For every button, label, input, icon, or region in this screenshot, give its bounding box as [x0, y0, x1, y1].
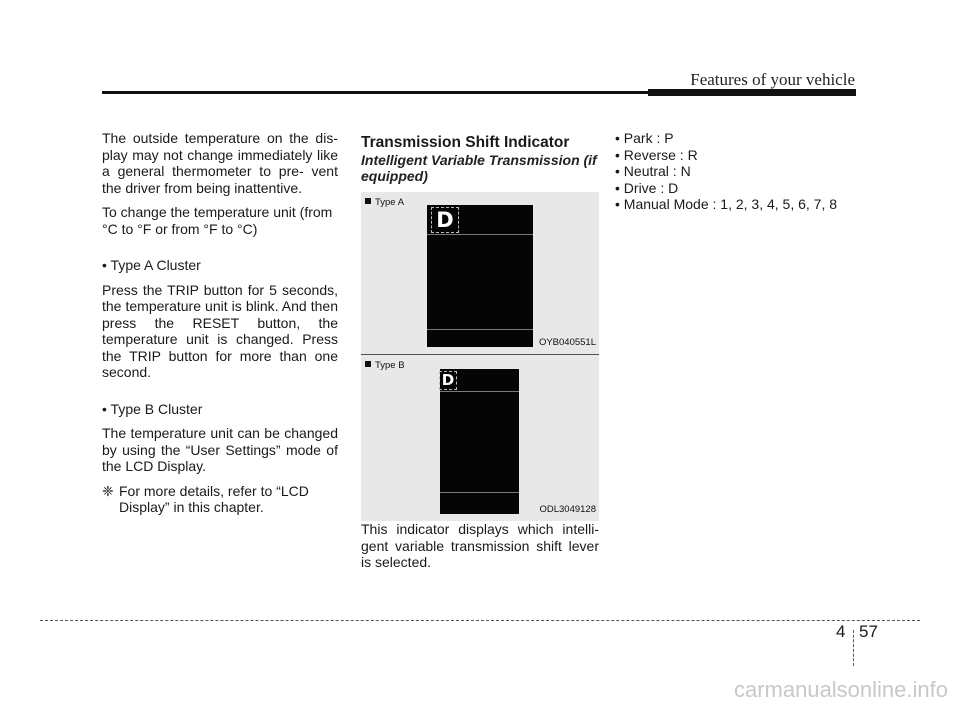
note-symbol: ❈	[102, 482, 114, 499]
display-divider	[440, 492, 519, 493]
figure-b-label	[365, 358, 405, 375]
note-text: For more details, refer to “LCD Display” in this chapter.	[119, 482, 309, 515]
cluster-display-b	[440, 369, 519, 514]
gear-indicator-b: D	[439, 371, 457, 390]
figure-a-label-text: Type A	[375, 197, 405, 208]
display-divider	[427, 329, 533, 330]
display-divider	[440, 391, 519, 392]
list-item: • Manual Mode : 1, 2, 3, 4, 5, 6, 7, 8	[615, 196, 838, 212]
section-heading: Transmission Shift Indicator	[361, 134, 570, 151]
type-a-cluster-text: Press the TRIP button for 5 seconds, the temperature unit is blink. And then press the RESET button, the temperature unit is changed. Press the TRIP button for more than one second.	[102, 281, 338, 380]
page-number: 57	[859, 622, 878, 641]
type-b-cluster-text: The temperature unit can be changed by using the “User Settings” mode of the LCD Display.	[102, 425, 338, 474]
gear-indicator-a: D	[431, 207, 459, 233]
watermark: carmanualsonline.info	[733, 677, 948, 702]
page-number-divider	[853, 630, 854, 666]
square-bullet-icon	[365, 198, 371, 204]
type-a-cluster-label: • Type A Cluster	[102, 257, 201, 273]
list-item: • Park : P	[615, 130, 674, 146]
display-divider	[427, 234, 533, 235]
column-right	[615, 130, 875, 213]
column-middle	[361, 134, 599, 571]
chapter-number: 4	[836, 622, 846, 641]
page-header-title: Features of your vehicle	[690, 70, 855, 89]
list-item: • Drive : D	[615, 179, 679, 196]
footer-rule	[40, 620, 920, 621]
indicator-paragraph: This indicator displays which intelli- gent variable transmission shift lever is selected.	[361, 521, 599, 570]
column-left	[102, 130, 338, 516]
type-b-cluster-label: • Type B Cluster	[102, 400, 203, 417]
figure-b-label-text: Type B	[375, 360, 405, 371]
reference-note	[102, 483, 338, 516]
temperature-unit-paragraph: To change the temperature unit (from °C to °F or from °F to °C)	[102, 204, 333, 237]
square-bullet-icon	[365, 361, 371, 367]
figure-type-b	[361, 354, 599, 521]
cluster-display-a	[427, 205, 533, 347]
figure-a-label	[365, 195, 404, 212]
figure-a-code: OYB040551L	[538, 336, 596, 348]
temperature-paragraph: The outside temperature on the dis- play may not change immediately like a general thermometer to pre- vent the driver from being inattentive.	[102, 130, 338, 196]
list-item: • Neutral : N	[615, 163, 691, 179]
figure-b-code: ODL3049128	[539, 503, 596, 515]
list-item: • Reverse : R	[615, 146, 698, 163]
header-rule-accent	[648, 89, 856, 96]
figure-type-a	[361, 192, 599, 354]
section-subheading: Intelligent Variable Transmission (if equipped)	[361, 152, 597, 184]
